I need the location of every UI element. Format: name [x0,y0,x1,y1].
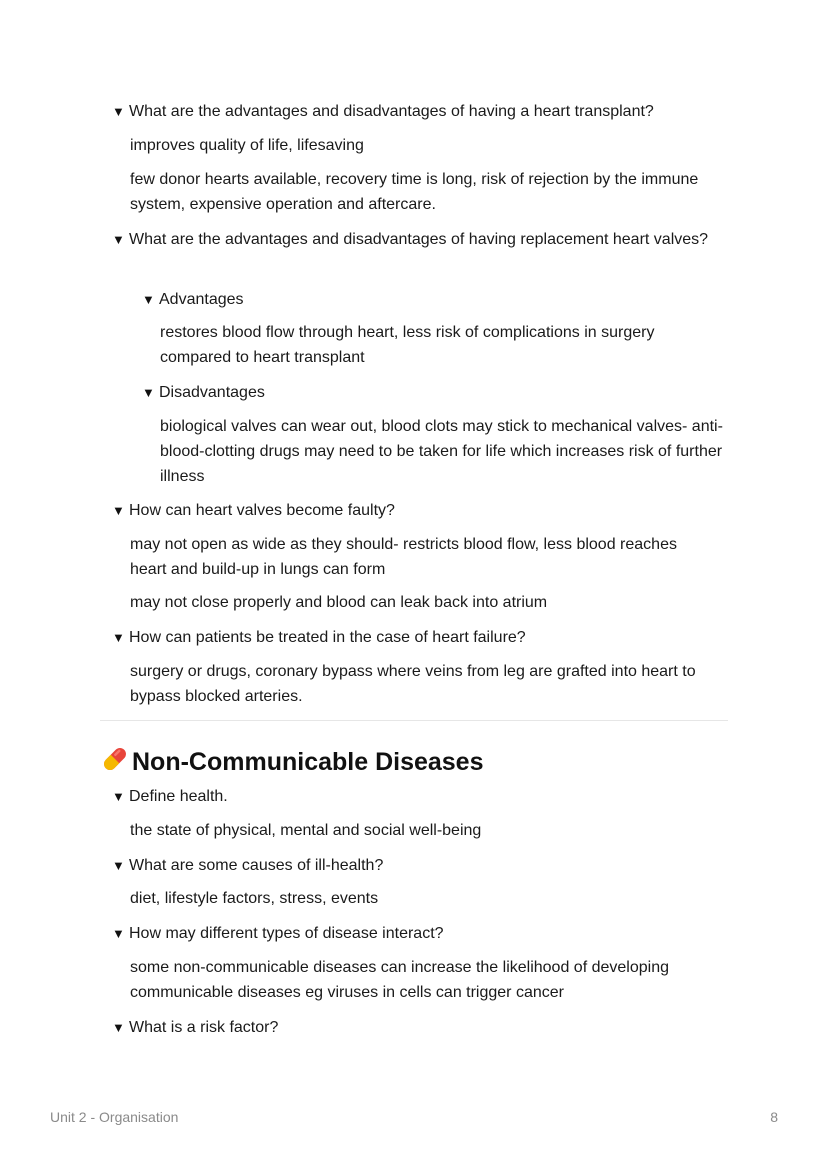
answer-text: surgery or drugs, coronary bypass where veins from leg are grafted into heart to bypass blocked arteries. [130,663,696,705]
toggle-risk-factor[interactable] [112,1015,278,1040]
answer-text: may not close properly and blood can leak back into atrium [130,594,548,611]
answer-text: some non-communicable diseases can increase the likelihood of developing communicable diseases eg viruses in cells can trigger cancer [130,959,669,1001]
toggle-label: Advantages [159,291,244,308]
answer-text: biological valves can wear out, blood clots may stick to mechanical valves- anti-blood-clotting drugs may need to be taken for life which increases risk of further illness [160,418,723,485]
pill-icon [100,744,130,783]
answer-text: the state of physical, mental and social well-being [130,822,482,839]
toggle-disease-interaction[interactable] [112,921,444,946]
answer-text: few donor hearts available, recovery time is long, risk of rejection by the immune system, expensive operation and aftercare. [130,171,699,213]
toggle-question: How can heart valves become faulty? [129,502,395,519]
answer-text: diet, lifestyle factors, stress, events [130,890,379,907]
triangle-down-icon: ▼ [142,385,155,400]
toggle-heart-failure[interactable] [112,625,526,650]
toggle-heart-transplant[interactable] [112,99,654,124]
toggle-question: What are the advantages and disadvantages of having replacement heart valves? [129,231,709,248]
triangle-down-icon: ▼ [112,232,125,247]
toggle-question: What are the advantages and disadvantages of having a heart transplant? [129,103,654,120]
triangle-down-icon: ▼ [112,630,125,645]
answer-text: restores blood flow through heart, less risk of complications in surgery compared to heart transplant [160,324,655,366]
toggle-advantages[interactable] [142,287,244,312]
page-number: 8 [770,1109,778,1125]
triangle-down-icon: ▼ [112,1020,125,1035]
triangle-down-icon: ▼ [142,292,155,307]
triangle-down-icon: ▼ [112,104,125,119]
toggle-ill-health-causes[interactable] [112,853,383,878]
triangle-down-icon: ▼ [112,858,125,873]
toggle-question: What are some causes of ill-health? [129,857,384,874]
divider [100,720,728,721]
toggle-question: How can patients be treated in the case of heart failure? [129,629,526,646]
toggle-question: Define health. [129,788,228,805]
toggle-question: How may different types of disease interact? [129,925,444,942]
triangle-down-icon: ▼ [112,926,125,941]
heading-text: Non-Communicable Diseases [132,748,484,776]
toggle-define-health[interactable] [112,784,228,809]
answer-text: may not open as wide as they should- restricts blood flow, less blood reaches heart and build-up in lungs can form [130,536,677,578]
toggle-question: What is a risk factor? [129,1019,279,1036]
triangle-down-icon: ▼ [112,789,125,804]
triangle-down-icon: ▼ [112,503,125,518]
section-heading [100,744,484,783]
toggle-heart-valves[interactable] [112,227,712,252]
footer-title: Unit 2 - Organisation [50,1109,179,1125]
toggle-disadvantages[interactable] [142,380,265,405]
answer-text: improves quality of life, lifesaving [130,137,364,154]
toggle-label: Disadvantages [159,384,265,401]
toggle-faulty-valves[interactable] [112,498,395,523]
